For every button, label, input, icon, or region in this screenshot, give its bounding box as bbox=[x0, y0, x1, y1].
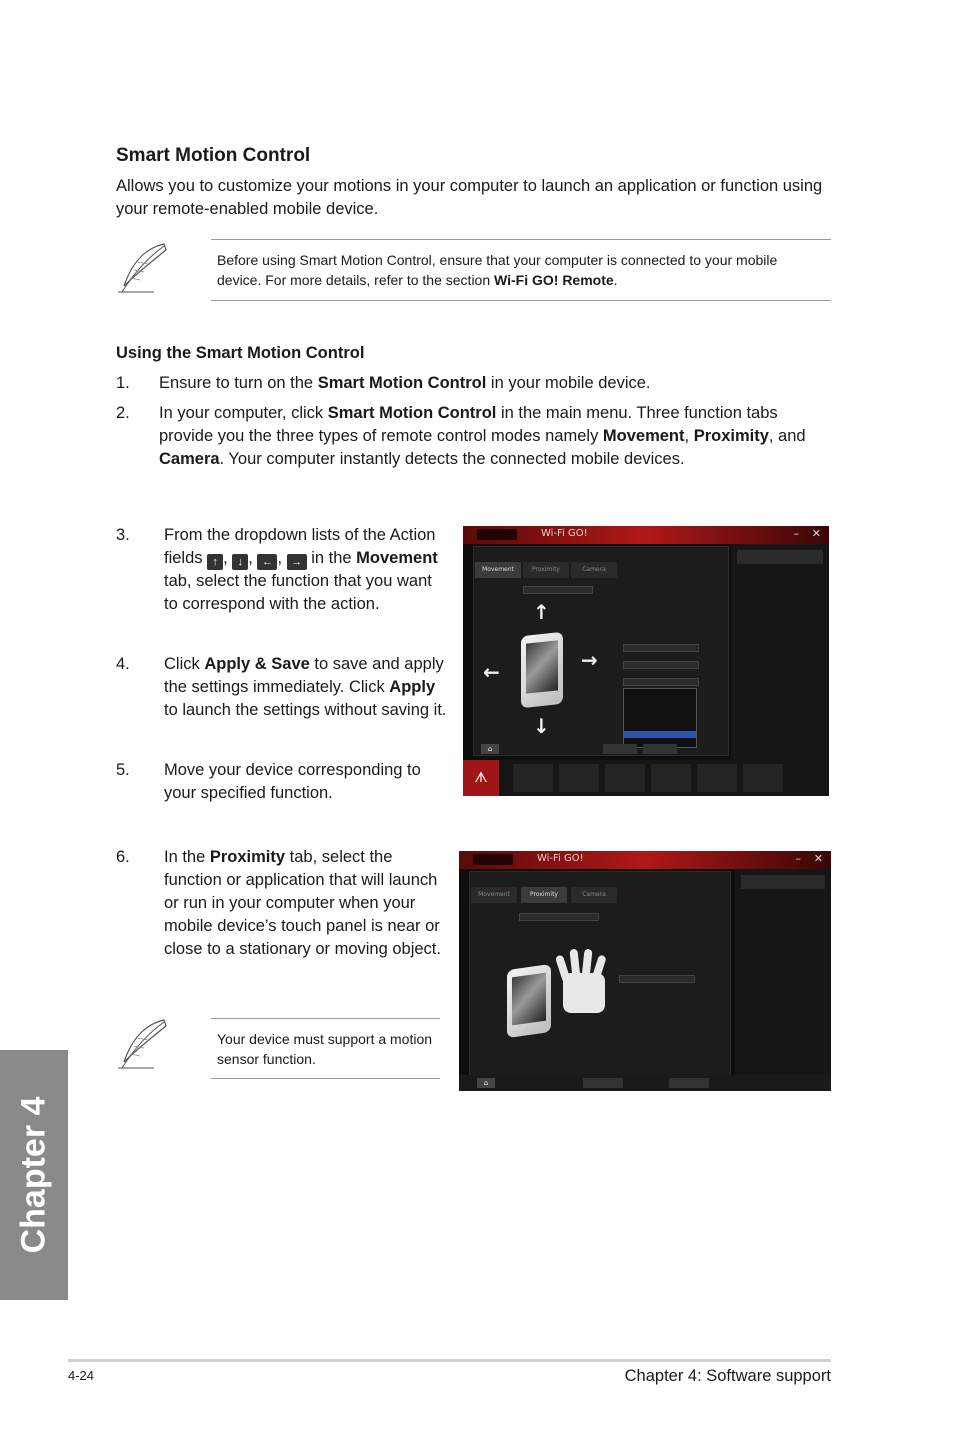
side-panel bbox=[735, 869, 831, 1075]
action-dropdown-up[interactable] bbox=[623, 644, 699, 652]
bottom-nav bbox=[463, 760, 829, 796]
apply-save-button[interactable] bbox=[603, 744, 637, 754]
note-feather-icon bbox=[114, 240, 172, 296]
section-title: Smart Motion Control bbox=[116, 145, 311, 166]
step-text: in the bbox=[306, 549, 357, 567]
tab-movement[interactable]: Movement bbox=[475, 562, 521, 578]
action-dropdown[interactable] bbox=[619, 975, 695, 983]
list-item-selected[interactable] bbox=[624, 731, 696, 738]
note-text: Before using Smart Motion Control, ensure that your computer is connected to your mobile device. For more details, refer to the section bbox=[217, 252, 778, 288]
window-titlebar bbox=[459, 851, 831, 869]
arrow-right-icon: → bbox=[581, 648, 598, 672]
window-title: Wi-Fi GO! bbox=[537, 853, 584, 864]
arrow-right-icon: → bbox=[287, 554, 307, 570]
close-icon[interactable]: ✕ bbox=[811, 527, 821, 540]
step-text: , bbox=[223, 549, 233, 567]
rog-nav-logo: ᗑ bbox=[463, 760, 499, 796]
arrow-up-icon: ↑ bbox=[207, 554, 223, 570]
arrow-left-icon: ← bbox=[257, 554, 277, 570]
step-5 bbox=[116, 759, 450, 805]
arrow-down-icon: ↓ bbox=[533, 714, 550, 738]
tab-movement[interactable]: Movement bbox=[471, 887, 517, 903]
nav-button[interactable] bbox=[513, 764, 553, 792]
list-item[interactable] bbox=[624, 703, 696, 710]
action-dropdown-left[interactable] bbox=[623, 678, 699, 686]
arrow-down-icon: ↓ bbox=[232, 554, 248, 570]
step-bold: Smart Motion Control bbox=[327, 404, 497, 422]
side-panel bbox=[731, 544, 829, 760]
tab-proximity[interactable]: Proximity bbox=[523, 562, 569, 578]
step-bold: Proximity bbox=[693, 427, 769, 445]
step-text: , bbox=[248, 549, 258, 567]
step-4 bbox=[116, 653, 450, 722]
minimize-icon[interactable]: – bbox=[795, 852, 801, 865]
page-number: 4-24 bbox=[68, 1368, 95, 1383]
step-text: in your mobile device. bbox=[486, 374, 651, 392]
footer-chapter: Chapter 4: Software support bbox=[624, 1367, 831, 1385]
step-number: 4. bbox=[116, 655, 130, 673]
action-dropdown-list[interactable] bbox=[623, 688, 697, 748]
step-bold: Movement bbox=[356, 549, 438, 567]
tab-camera[interactable]: Camera bbox=[571, 562, 617, 578]
step-text: tab, select the function that you want to correspond with the action. bbox=[164, 572, 432, 613]
note-link-text: Wi-Fi GO! Remote bbox=[494, 272, 614, 288]
window-title: Wi-Fi GO! bbox=[541, 528, 588, 539]
minimize-icon[interactable]: – bbox=[793, 527, 799, 540]
nav-button[interactable] bbox=[605, 764, 645, 792]
step-bold: Proximity bbox=[209, 848, 286, 866]
chapter-tab-label: Chapter 4 bbox=[14, 1096, 53, 1254]
action-dropdown-down[interactable] bbox=[623, 661, 699, 669]
note-feather-icon bbox=[114, 1016, 172, 1072]
step-text: . Your computer instantly detects the connected mobile devices. bbox=[219, 450, 685, 468]
load-profile-dropdown[interactable] bbox=[519, 913, 599, 921]
apply-button[interactable] bbox=[669, 1078, 709, 1088]
arrow-up-icon: ↑ bbox=[533, 600, 550, 624]
phone-image bbox=[521, 632, 563, 708]
arrow-left-icon: ← bbox=[483, 660, 500, 684]
step-2 bbox=[116, 402, 830, 471]
tab-proximity[interactable]: Proximity bbox=[521, 887, 567, 903]
step-number: 1. bbox=[116, 374, 130, 392]
step-bold: Camera bbox=[159, 450, 220, 468]
rog-logo bbox=[473, 854, 513, 865]
home-icon[interactable]: ⌂ bbox=[481, 744, 499, 754]
apply-button[interactable] bbox=[643, 744, 677, 754]
note-box bbox=[211, 239, 831, 301]
list-item[interactable] bbox=[624, 689, 696, 696]
list-item[interactable] bbox=[624, 710, 696, 717]
list-item[interactable] bbox=[624, 724, 696, 731]
apply-save-button[interactable] bbox=[583, 1078, 623, 1088]
nav-button[interactable] bbox=[697, 764, 737, 792]
screenshot-movement bbox=[463, 526, 829, 796]
step-text: tab, select the function or application that will launch or run in your computer when your mobile device’s touch panel is near or close to a stationary or moving object. bbox=[164, 848, 441, 958]
step-text: In your computer, click bbox=[159, 404, 328, 422]
step-number: 5. bbox=[116, 761, 130, 779]
subsection-title: Using the Smart Motion Control bbox=[116, 344, 365, 362]
step-bold: Apply & Save bbox=[204, 655, 310, 673]
step-text: in the main menu. Three function tabs provide you the three types of remote control modes namely bbox=[159, 404, 778, 445]
rog-logo bbox=[477, 529, 517, 540]
step-text: In the bbox=[164, 848, 210, 866]
step-text: , bbox=[277, 549, 287, 567]
tab-camera[interactable]: Camera bbox=[571, 887, 617, 903]
list-item[interactable] bbox=[624, 696, 696, 703]
side-panel-header bbox=[741, 875, 825, 889]
screenshot-proximity bbox=[459, 851, 831, 1091]
step-3 bbox=[116, 524, 450, 616]
step-text: , bbox=[684, 427, 694, 445]
home-icon[interactable]: ⌂ bbox=[477, 1078, 495, 1088]
section-intro: Allows you to customize your motions in your computer to launch an application or function using your remote-enabled mobile device. bbox=[116, 177, 823, 218]
load-profile-dropdown[interactable] bbox=[523, 586, 593, 594]
note-text: Your device must support a motion sensor function. bbox=[217, 1031, 433, 1067]
step-text: , and bbox=[768, 427, 806, 445]
nav-button[interactable] bbox=[743, 764, 783, 792]
close-icon[interactable]: ✕ bbox=[813, 852, 823, 865]
nav-button[interactable] bbox=[651, 764, 691, 792]
step-text: From the dropdown lists of the Action fields bbox=[164, 526, 436, 567]
step-bold: Movement bbox=[602, 427, 685, 445]
step-number: 6. bbox=[116, 848, 130, 866]
step-text: Ensure to turn on the bbox=[159, 374, 318, 392]
step-number: 3. bbox=[116, 526, 130, 544]
bottom-bar bbox=[459, 1075, 831, 1091]
step-text: Move your device corresponding to your specified function. bbox=[164, 761, 421, 802]
list-item[interactable] bbox=[624, 717, 696, 724]
step-text: to save and apply the settings immediately. Click bbox=[164, 655, 444, 696]
footer-rule bbox=[68, 1359, 831, 1362]
phone-image bbox=[507, 964, 551, 1038]
step-1 bbox=[116, 372, 830, 395]
step-6 bbox=[116, 846, 454, 961]
step-bold: Smart Motion Control bbox=[317, 374, 487, 392]
step-bold: Apply bbox=[389, 678, 436, 696]
window-titlebar bbox=[463, 526, 829, 544]
step-number: 2. bbox=[116, 404, 130, 422]
note-text-end: . bbox=[613, 272, 618, 288]
nav-button[interactable] bbox=[559, 764, 599, 792]
chapter-tab bbox=[0, 1050, 68, 1300]
step-text: Click bbox=[164, 655, 205, 673]
note-box bbox=[211, 1018, 440, 1079]
side-panel-header bbox=[737, 550, 823, 564]
step-text: to launch the settings without saving it. bbox=[164, 701, 447, 719]
